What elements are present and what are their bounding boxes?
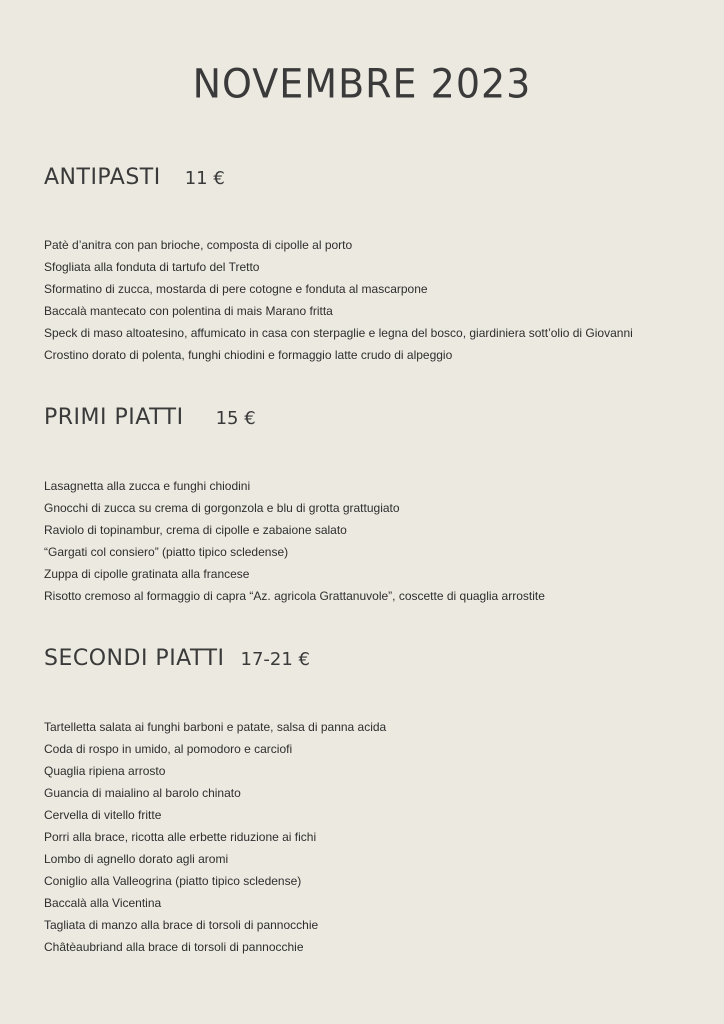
dish-item: Cervella di vitello fritte	[44, 808, 162, 822]
dish-item: Guancia di maialino al barolo chinato	[44, 786, 241, 800]
section-price: 17-21 €	[240, 649, 310, 670]
dish-item: Tagliata di manzo alla brace di torsoli di pannocchie	[44, 918, 319, 932]
section-price: 15 €	[215, 408, 256, 429]
section-name: ANTIPASTI	[44, 165, 161, 190]
dish-item: Gnocchi di zucca su crema di gorgonzola e blu di grotta grattugiato	[44, 501, 400, 515]
page-title: NOVEMBRE 2023	[192, 60, 532, 108]
section-header	[44, 405, 704, 435]
dish-item: Baccalà alla Vicentina	[44, 896, 162, 910]
dish-list	[44, 234, 633, 366]
dish-item: Risotto cremoso al formaggio di capra “Az. agricola Grattanuvole”, coscette di quaglia arrostite	[44, 589, 545, 603]
section-name: PRIMI PIATTI	[44, 405, 184, 430]
dish-item: Crostino dorato di polenta, funghi chiodini e formaggio latte crudo di alpeggio	[44, 348, 453, 362]
section-price: 11 €	[184, 168, 225, 189]
dish-item: Porri alla brace, ricotta alle erbette riduzione ai fichi	[44, 830, 317, 844]
dish-item: Lombo di agnello dorato agli aromi	[44, 852, 229, 866]
dish-item: Patè d’anitra con pan brioche, composta di cipolle al porto	[44, 238, 353, 252]
dish-item: Sformatino di zucca, mostarda di pere cotogne e fonduta al mascarpone	[44, 282, 428, 296]
dish-item: “Gargati col consiero” (piatto tipico scledense)	[44, 545, 289, 559]
dish-item: Speck di maso altoatesino, affumicato in casa con sterpaglie e legna del bosco, giardiniera sott’olio di Giovanni	[44, 326, 633, 340]
dish-item: Châtèaubriand alla brace di torsoli di pannocchie	[44, 940, 304, 954]
dish-item: Coniglio alla Valleogrina (piatto tipico scledense)	[44, 874, 302, 888]
dish-item: Coda di rospo in umido, al pomodoro e carciofi	[44, 742, 293, 756]
dish-item: Lasagnetta alla zucca e funghi chiodini	[44, 479, 251, 493]
dish-list	[44, 475, 545, 607]
dish-item: Tartelletta salata ai funghi barboni e patate, salsa di panna acida	[44, 720, 387, 734]
dish-item: Raviolo di topinambur, crema di cipolle e zabaione salato	[44, 523, 347, 537]
dish-item: Baccalà mantecato con polentina di mais Marano fritta	[44, 304, 333, 318]
section-secondi-piatti	[44, 646, 704, 954]
dish-list	[44, 716, 386, 958]
dish-item: Zuppa di cipolle gratinata alla francese	[44, 567, 250, 581]
section-name: SECONDI PIATTI	[44, 646, 225, 671]
section-antipasti	[44, 165, 704, 362]
section-primi-piatti	[44, 405, 704, 603]
dish-item: Sfogliata alla fonduta di tartufo del Tretto	[44, 260, 260, 274]
dish-item: Quaglia ripiena arrosto	[44, 764, 166, 778]
section-header	[44, 165, 704, 195]
section-header	[44, 646, 704, 676]
